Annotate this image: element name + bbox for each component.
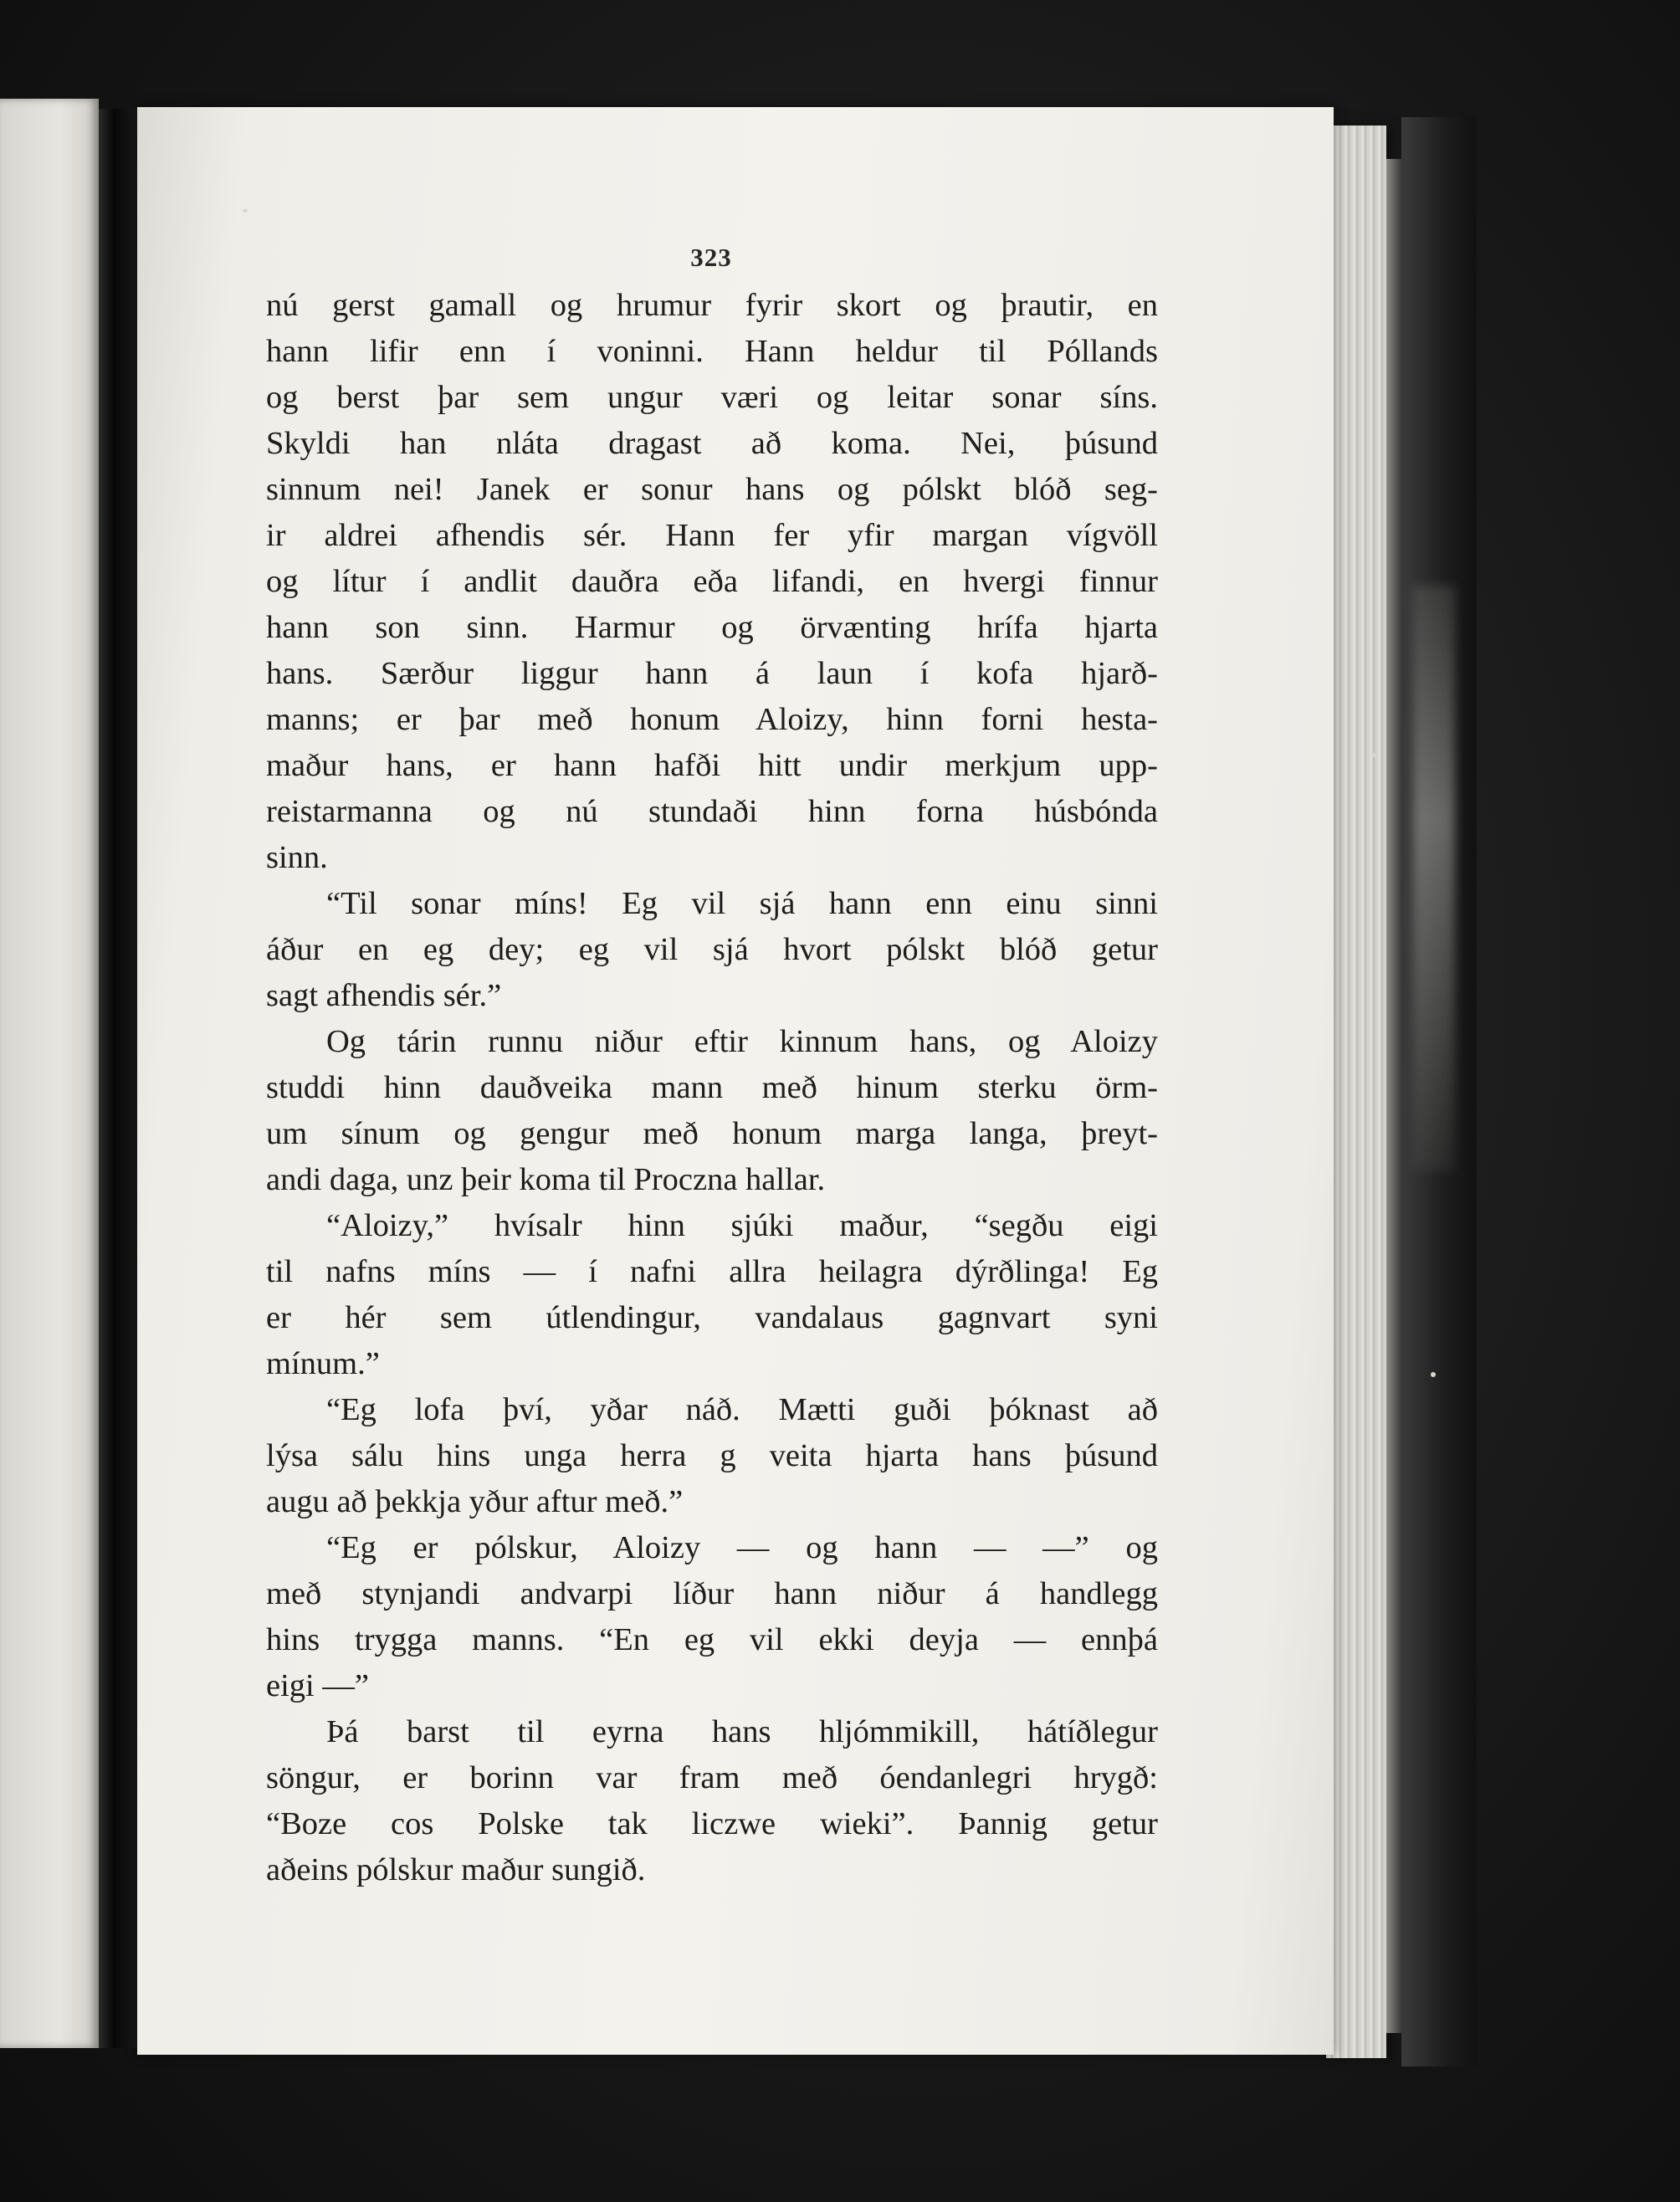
text-line: áður en eg dey; eg vil sjá hvort pólskt blóð getur	[266, 932, 1158, 967]
text-line: “Til sonar míns! Eg vil sjá hann enn einu sinni	[326, 886, 1158, 921]
text-line: maður hans, er hann hafði hitt undir merkjum upp-	[266, 748, 1158, 783]
text-line: ir aldrei afhendis sér. Hann fer yfir margan vígvöll	[266, 518, 1158, 553]
text-line: aðeins pólskur maður sungið.	[266, 1852, 646, 1887]
text-line: studdi hinn dauðveika mann með hinum sterku örm-	[266, 1070, 1158, 1105]
text-line: eigi —”	[266, 1668, 369, 1703]
text-line: hins trygga manns. “En eg vil ekki deyja — ennþá	[266, 1622, 1158, 1657]
text-line: reistarmanna og nú stundaði hinn forna húsbónda	[266, 794, 1158, 829]
text-line: “Aloizy,” hvísalr hinn sjúki maður, “segðu eigi	[326, 1208, 1158, 1243]
text-line: andi daga, unz þeir koma til Proczna hallar.	[266, 1162, 826, 1197]
text-line: “Eg er pólskur, Aloizy — og hann — —” og	[326, 1530, 1158, 1565]
book-gutter	[99, 109, 137, 2048]
dust-speck	[1431, 1372, 1436, 1377]
text-line: til nafns míns — í nafni allra heilagra dýrðlinga! Eg	[266, 1254, 1158, 1289]
text-line: Þá barst til eyrna hans hljómmikill, hátíðlegur	[326, 1714, 1158, 1749]
text-line: með stynjandi andvarpi líður hann niður á handlegg	[266, 1576, 1158, 1611]
text-line: nú gerst gamall og hrumur fyrir skort og þrautir, en	[266, 288, 1158, 323]
text-line: er hér sem útlendingur, vandalaus gagnvart syni	[266, 1300, 1158, 1335]
facing-page-edge	[0, 99, 99, 2048]
text-line: hann lifir enn í voninni. Hann heldur til Póllands	[266, 334, 1158, 369]
page-number: 323	[690, 243, 732, 272]
text-line: manns; er þar með honum Aloizy, hinn forni hesta-	[266, 702, 1158, 737]
text-line: Og tárin runnu niður eftir kinnum hans, og Aloizy	[326, 1024, 1158, 1059]
text-line: sinnum nei! Janek er sonur hans og pólskt blóð seg-	[266, 472, 1158, 507]
text-line: og lítur í andlit dauðra eða lifandi, en hvergi finnur	[266, 564, 1158, 599]
text-line: hans. Særður liggur hann á laun í kofa hjarð-	[266, 656, 1158, 691]
text-line: hann son sinn. Harmur og örvænting hrífa hjarta	[266, 610, 1158, 645]
dust-speck	[1372, 753, 1376, 757]
text-line: augu að þekkja yður aftur með.”	[266, 1484, 684, 1519]
body-text	[266, 283, 1158, 1893]
scanner-bed-shadow	[1401, 117, 1477, 2066]
page-stack-edges	[1326, 125, 1386, 2058]
text-line: sagt afhendis sér.”	[266, 978, 502, 1013]
text-line: “Eg lofa því, yðar náð. Mætti guði þóknast að	[326, 1392, 1158, 1427]
text-line: Skyldi han nláta dragast að koma. Nei, þúsund	[266, 426, 1158, 461]
text-line: um sínum og gengur með honum marga langa, þreyt-	[266, 1116, 1158, 1151]
dust-speck	[243, 209, 248, 213]
text-line: og berst þar sem ungur væri og leitar sonar síns.	[266, 380, 1158, 415]
text-line: söngur, er borinn var fram með óendanlegri hrygð:	[266, 1760, 1158, 1795]
text-line: mínum.”	[266, 1346, 380, 1381]
text-line: “Boze cos Polske tak liczwe wieki”. Þannig getur	[266, 1806, 1158, 1841]
text-line: sinn.	[266, 840, 328, 875]
text-line: lýsa sálu hins unga herra g veita hjarta hans þúsund	[266, 1438, 1158, 1473]
